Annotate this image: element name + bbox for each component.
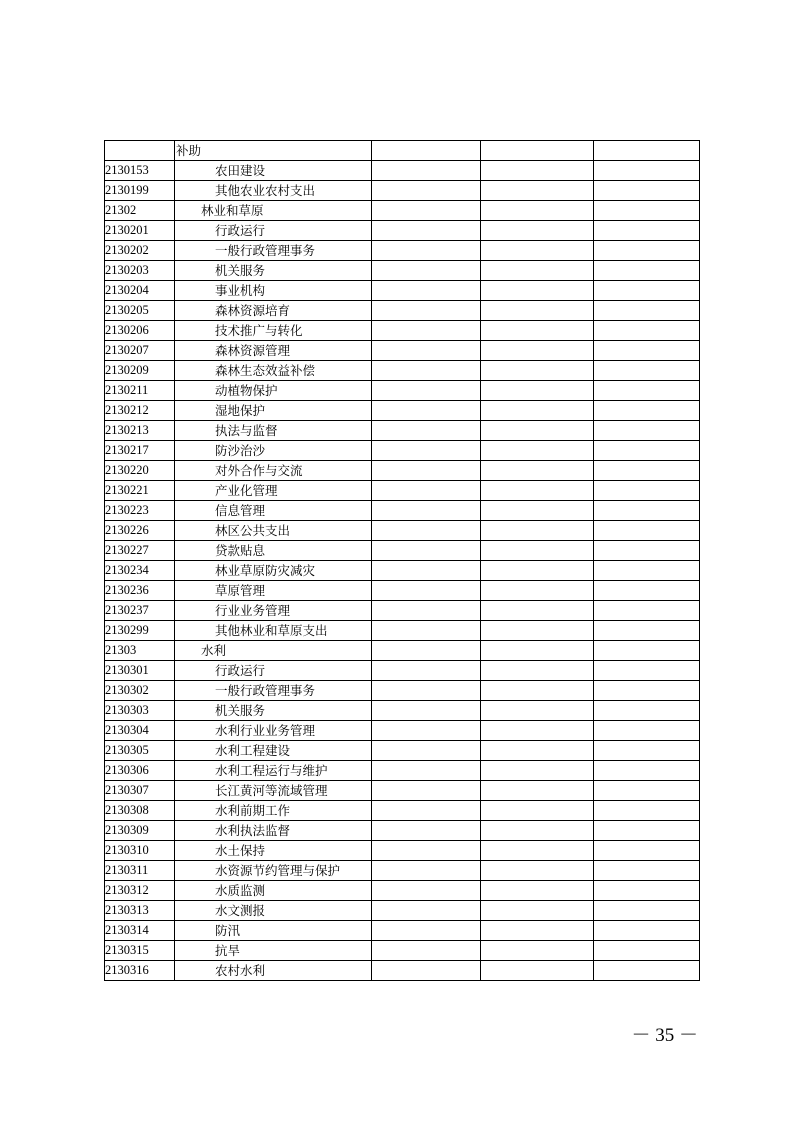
value-cell	[481, 521, 594, 541]
table-row	[105, 481, 700, 501]
page-number: － 35 －	[631, 1025, 698, 1046]
value-cell	[594, 181, 700, 201]
subject-code-cell: 2130316	[105, 961, 175, 981]
table-row	[105, 721, 700, 741]
value-cell	[481, 341, 594, 361]
value-cell	[594, 961, 700, 981]
value-cell	[594, 761, 700, 781]
subject-code-cell: 2130236	[105, 581, 175, 601]
value-cell	[481, 641, 594, 661]
subject-name-cell: 湿地保护	[175, 401, 372, 421]
value-cell	[372, 861, 481, 881]
subject-name-cell: 其他农业农村支出	[175, 181, 372, 201]
subject-code-cell: 2130310	[105, 841, 175, 861]
value-cell	[594, 941, 700, 961]
subject-code-cell: 2130309	[105, 821, 175, 841]
subject-name-cell: 技术推广与转化	[175, 321, 372, 341]
subject-code-cell: 2130314	[105, 921, 175, 941]
value-cell	[372, 721, 481, 741]
value-cell	[481, 601, 594, 621]
value-cell	[372, 501, 481, 521]
table-body	[105, 141, 700, 981]
value-cell	[594, 461, 700, 481]
value-cell	[372, 961, 481, 981]
value-cell	[372, 621, 481, 641]
subject-name-cell: 农村水利	[175, 961, 372, 981]
value-cell	[372, 361, 481, 381]
value-cell	[372, 881, 481, 901]
value-cell	[481, 861, 594, 881]
subject-name-cell: 一般行政管理事务	[175, 241, 372, 261]
value-cell	[481, 381, 594, 401]
value-cell	[481, 781, 594, 801]
table-row	[105, 501, 700, 521]
value-cell	[481, 701, 594, 721]
table-row	[105, 881, 700, 901]
subject-code-cell: 2130226	[105, 521, 175, 541]
table-row	[105, 561, 700, 581]
value-cell	[372, 701, 481, 721]
subject-name-cell: 信息管理	[175, 501, 372, 521]
subject-name-cell: 行政运行	[175, 661, 372, 681]
subject-code-cell: 2130211	[105, 381, 175, 401]
value-cell	[594, 261, 700, 281]
subject-name-cell: 水文测报	[175, 901, 372, 921]
subject-name-cell: 贷款贴息	[175, 541, 372, 561]
value-cell	[594, 441, 700, 461]
value-cell	[481, 361, 594, 381]
value-cell	[594, 521, 700, 541]
subject-code-cell	[105, 141, 175, 161]
subject-code-cell: 2130207	[105, 341, 175, 361]
value-cell	[372, 281, 481, 301]
table-row	[105, 961, 700, 981]
table-row	[105, 541, 700, 561]
table-row	[105, 421, 700, 441]
subject-name-cell: 森林资源培育	[175, 301, 372, 321]
value-cell	[372, 941, 481, 961]
value-cell	[594, 421, 700, 441]
subject-name-cell: 长江黄河等流域管理	[175, 781, 372, 801]
value-cell	[594, 721, 700, 741]
subject-name-cell: 防沙治沙	[175, 441, 372, 461]
table-row	[105, 761, 700, 781]
value-cell	[481, 261, 594, 281]
subject-name-cell: 补助	[175, 141, 372, 161]
subject-code-cell: 2130237	[105, 601, 175, 621]
value-cell	[481, 181, 594, 201]
value-cell	[481, 761, 594, 781]
table-row	[105, 461, 700, 481]
value-cell	[594, 221, 700, 241]
value-cell	[372, 541, 481, 561]
value-cell	[372, 421, 481, 441]
subject-code-cell: 2130217	[105, 441, 175, 461]
value-cell	[372, 801, 481, 821]
subject-code-cell: 2130153	[105, 161, 175, 181]
subject-name-cell: 机关服务	[175, 701, 372, 721]
value-cell	[594, 401, 700, 421]
table-row	[105, 201, 700, 221]
subject-name-cell: 林业草原防灾减灾	[175, 561, 372, 581]
table-row	[105, 141, 700, 161]
subject-code-cell: 21303	[105, 641, 175, 661]
subject-code-cell: 2130221	[105, 481, 175, 501]
value-cell	[481, 741, 594, 761]
value-cell	[594, 321, 700, 341]
value-cell	[594, 841, 700, 861]
table-row	[105, 361, 700, 381]
value-cell	[481, 581, 594, 601]
value-cell	[594, 161, 700, 181]
table-row	[105, 521, 700, 541]
value-cell	[372, 561, 481, 581]
value-cell	[594, 801, 700, 821]
subject-code-cell: 2130201	[105, 221, 175, 241]
value-cell	[372, 661, 481, 681]
value-cell	[372, 321, 481, 341]
subject-name-cell: 森林资源管理	[175, 341, 372, 361]
table-row	[105, 841, 700, 861]
value-cell	[481, 821, 594, 841]
value-cell	[372, 401, 481, 421]
value-cell	[594, 361, 700, 381]
value-cell	[481, 301, 594, 321]
subject-name-cell: 行政运行	[175, 221, 372, 241]
value-cell	[481, 281, 594, 301]
subject-name-cell: 水利	[175, 641, 372, 661]
subject-code-cell: 2130308	[105, 801, 175, 821]
value-cell	[372, 181, 481, 201]
value-cell	[481, 721, 594, 741]
value-cell	[481, 941, 594, 961]
table-row	[105, 581, 700, 601]
value-cell	[594, 861, 700, 881]
value-cell	[594, 241, 700, 261]
subject-name-cell: 行业业务管理	[175, 601, 372, 621]
subject-code-cell: 2130213	[105, 421, 175, 441]
value-cell	[372, 201, 481, 221]
value-cell	[372, 461, 481, 481]
subject-code-cell: 2130305	[105, 741, 175, 761]
value-cell	[481, 481, 594, 501]
value-cell	[372, 601, 481, 621]
value-cell	[594, 641, 700, 661]
subject-name-cell: 事业机构	[175, 281, 372, 301]
value-cell	[372, 921, 481, 941]
value-cell	[481, 661, 594, 681]
value-cell	[481, 401, 594, 421]
table-row	[105, 241, 700, 261]
value-cell	[594, 921, 700, 941]
subject-code-cell: 2130307	[105, 781, 175, 801]
value-cell	[372, 221, 481, 241]
subject-name-cell: 一般行政管理事务	[175, 681, 372, 701]
value-cell	[372, 261, 481, 281]
value-cell	[594, 821, 700, 841]
value-cell	[481, 541, 594, 561]
value-cell	[481, 201, 594, 221]
table-row	[105, 661, 700, 681]
subject-name-cell: 水利工程建设	[175, 741, 372, 761]
value-cell	[481, 961, 594, 981]
value-cell	[481, 441, 594, 461]
table-row	[105, 221, 700, 241]
value-cell	[594, 601, 700, 621]
value-cell	[372, 141, 481, 161]
value-cell	[372, 481, 481, 501]
table-row	[105, 261, 700, 281]
value-cell	[594, 681, 700, 701]
table-row	[105, 301, 700, 321]
value-cell	[594, 141, 700, 161]
value-cell	[594, 501, 700, 521]
value-cell	[594, 301, 700, 321]
subject-name-cell: 水土保持	[175, 841, 372, 861]
subject-code-cell: 2130302	[105, 681, 175, 701]
subject-name-cell: 水利工程运行与维护	[175, 761, 372, 781]
subject-name-cell: 对外合作与交流	[175, 461, 372, 481]
subject-name-cell: 抗旱	[175, 941, 372, 961]
value-cell	[481, 461, 594, 481]
subject-code-cell: 2130202	[105, 241, 175, 261]
subject-name-cell: 执法与监督	[175, 421, 372, 441]
value-cell	[594, 341, 700, 361]
subject-code-cell: 2130315	[105, 941, 175, 961]
subject-code-cell: 2130227	[105, 541, 175, 561]
subject-code-cell: 2130299	[105, 621, 175, 641]
table-row	[105, 681, 700, 701]
table-row	[105, 161, 700, 181]
value-cell	[594, 621, 700, 641]
value-cell	[594, 281, 700, 301]
value-cell	[372, 641, 481, 661]
subject-name-cell: 水质监测	[175, 881, 372, 901]
value-cell	[481, 901, 594, 921]
value-cell	[481, 161, 594, 181]
subject-code-cell: 2130206	[105, 321, 175, 341]
subject-code-cell: 2130234	[105, 561, 175, 581]
value-cell	[481, 561, 594, 581]
table-row	[105, 861, 700, 881]
subject-name-cell: 水利执法监督	[175, 821, 372, 841]
table-row	[105, 801, 700, 821]
value-cell	[594, 581, 700, 601]
value-cell	[594, 901, 700, 921]
value-cell	[594, 541, 700, 561]
subject-name-cell: 防汛	[175, 921, 372, 941]
subject-code-cell: 2130204	[105, 281, 175, 301]
value-cell	[372, 381, 481, 401]
value-cell	[481, 241, 594, 261]
value-cell	[594, 701, 700, 721]
value-cell	[372, 821, 481, 841]
table-row	[105, 381, 700, 401]
subject-code-cell: 2130212	[105, 401, 175, 421]
table-row	[105, 921, 700, 941]
table-row	[105, 641, 700, 661]
value-cell	[594, 881, 700, 901]
value-cell	[372, 441, 481, 461]
table-row	[105, 181, 700, 201]
subject-name-cell: 草原管理	[175, 581, 372, 601]
subject-name-cell: 动植物保护	[175, 381, 372, 401]
subject-code-cell: 21302	[105, 201, 175, 221]
value-cell	[372, 781, 481, 801]
subject-name-cell: 其他林业和草原支出	[175, 621, 372, 641]
value-cell	[481, 881, 594, 901]
subject-code-cell: 2130304	[105, 721, 175, 741]
subject-name-cell: 机关服务	[175, 261, 372, 281]
value-cell	[481, 621, 594, 641]
table-row	[105, 601, 700, 621]
table-row	[105, 741, 700, 761]
table-row	[105, 441, 700, 461]
value-cell	[372, 161, 481, 181]
value-cell	[481, 421, 594, 441]
subject-code-cell: 2130301	[105, 661, 175, 681]
table-row	[105, 781, 700, 801]
subject-code-cell: 2130303	[105, 701, 175, 721]
subject-code-cell: 2130209	[105, 361, 175, 381]
subject-code-cell: 2130313	[105, 901, 175, 921]
subject-code-cell: 2130205	[105, 301, 175, 321]
value-cell	[481, 141, 594, 161]
table-row	[105, 821, 700, 841]
subject-code-cell: 2130306	[105, 761, 175, 781]
subject-name-cell: 林区公共支出	[175, 521, 372, 541]
value-cell	[481, 501, 594, 521]
value-cell	[372, 241, 481, 261]
table-row	[105, 401, 700, 421]
subject-name-cell: 水利前期工作	[175, 801, 372, 821]
value-cell	[594, 561, 700, 581]
table-row	[105, 621, 700, 641]
value-cell	[372, 341, 481, 361]
table-row	[105, 701, 700, 721]
subject-name-cell: 农田建设	[175, 161, 372, 181]
value-cell	[594, 661, 700, 681]
value-cell	[481, 921, 594, 941]
value-cell	[372, 741, 481, 761]
subject-code-cell: 2130220	[105, 461, 175, 481]
subject-name-cell: 水利行业业务管理	[175, 721, 372, 741]
value-cell	[594, 201, 700, 221]
value-cell	[481, 681, 594, 701]
table-row	[105, 281, 700, 301]
value-cell	[372, 761, 481, 781]
subject-code-cell: 2130199	[105, 181, 175, 201]
subject-name-cell: 森林生态效益补偿	[175, 361, 372, 381]
value-cell	[481, 221, 594, 241]
table-row	[105, 941, 700, 961]
value-cell	[594, 381, 700, 401]
value-cell	[594, 481, 700, 501]
subject-name-cell: 林业和草原	[175, 201, 372, 221]
value-cell	[372, 301, 481, 321]
value-cell	[481, 801, 594, 821]
table-row	[105, 341, 700, 361]
subject-code-cell: 2130311	[105, 861, 175, 881]
table-row	[105, 321, 700, 341]
value-cell	[372, 681, 481, 701]
value-cell	[481, 841, 594, 861]
subject-name-cell: 水资源节约管理与保护	[175, 861, 372, 881]
value-cell	[372, 581, 481, 601]
value-cell	[594, 741, 700, 761]
value-cell	[481, 321, 594, 341]
value-cell	[372, 521, 481, 541]
value-cell	[372, 901, 481, 921]
subject-code-cell: 2130203	[105, 261, 175, 281]
subject-name-cell: 产业化管理	[175, 481, 372, 501]
table-row	[105, 901, 700, 921]
value-cell	[372, 841, 481, 861]
value-cell	[594, 781, 700, 801]
subject-code-cell: 2130223	[105, 501, 175, 521]
budget-table	[104, 140, 700, 981]
subject-code-cell: 2130312	[105, 881, 175, 901]
